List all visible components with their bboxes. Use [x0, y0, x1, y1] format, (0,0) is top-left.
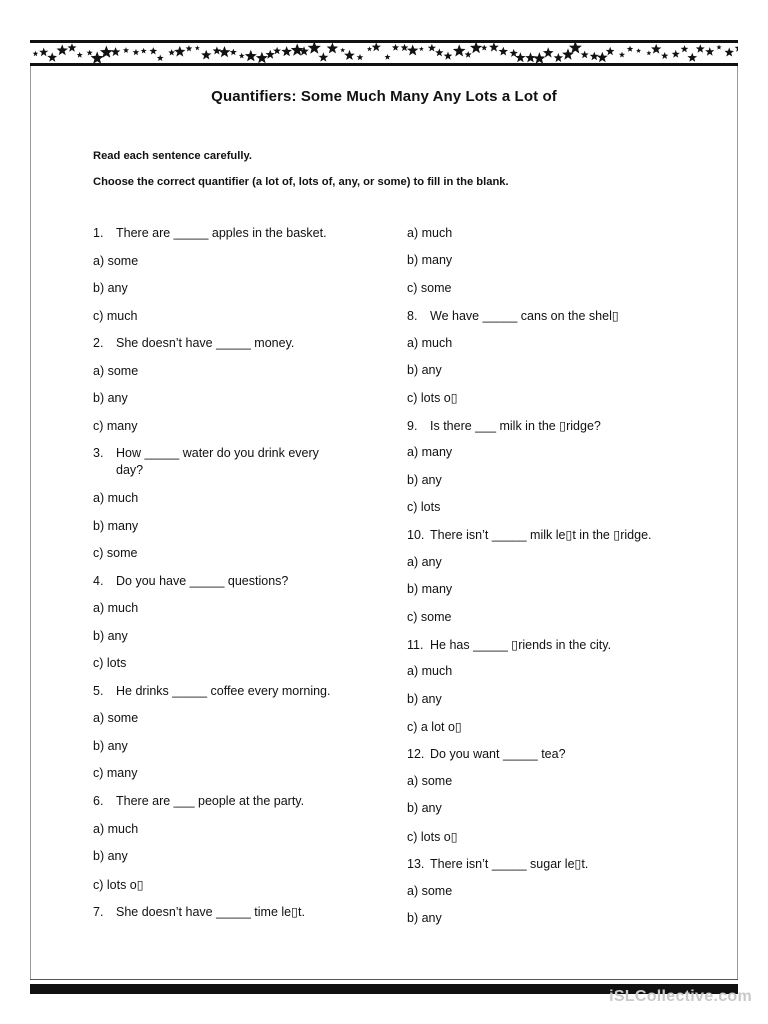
star-icon	[77, 52, 83, 58]
star-icon	[646, 51, 651, 56]
star-icon	[510, 49, 518, 57]
star-icon	[245, 50, 257, 62]
star-icon	[133, 49, 140, 55]
star-icon	[661, 52, 668, 59]
star-icon	[681, 45, 689, 52]
answer-option: b) any	[407, 472, 442, 487]
question-text: Do you want _____ tea?	[430, 746, 566, 761]
star-icon	[239, 53, 245, 59]
star-icon	[735, 44, 738, 52]
star-icon	[319, 52, 329, 61]
question-item	[407, 527, 652, 542]
star-icon	[569, 43, 582, 54]
answer-option: c) many	[93, 766, 138, 781]
star-icon	[186, 45, 193, 51]
star-icon	[266, 50, 276, 59]
question-item	[407, 747, 566, 761]
star-icon	[357, 54, 364, 60]
star-icon	[499, 47, 508, 56]
star-icon	[515, 52, 526, 62]
star-icon	[687, 53, 697, 62]
answer-option: a) much	[93, 601, 139, 616]
question-number: 1.	[93, 226, 104, 240]
answer-option: a) much	[407, 226, 453, 240]
question-number: 10.	[407, 528, 425, 543]
question-number: 8.	[407, 309, 418, 324]
answer-option: c) lots o▯	[407, 829, 458, 844]
star-border-decoration	[30, 40, 738, 66]
question-text: He has _____ ▯riends in the city.	[430, 638, 612, 652]
star-icon	[465, 51, 472, 58]
star-icon	[444, 52, 453, 60]
question-number: 12.	[407, 746, 425, 761]
question-text: He drinks _____ coffee every morning.	[116, 683, 331, 698]
question-item	[93, 684, 330, 698]
star-icon	[367, 46, 372, 51]
question-item	[93, 904, 305, 919]
answer-option: b) any	[407, 691, 442, 706]
answer-option: b) any	[93, 281, 128, 296]
answer-option: a) some	[407, 883, 453, 898]
answer-option: c) lots	[93, 656, 127, 671]
star-icon	[219, 46, 231, 57]
star-icon	[327, 43, 339, 53]
answer-option: b) any	[93, 849, 128, 864]
star-icon	[340, 48, 345, 53]
star-icon	[627, 46, 634, 52]
star-icon	[47, 52, 57, 61]
answer-option: c) lots o▯	[93, 877, 144, 892]
star-icon	[407, 45, 419, 56]
question-text: We have _____ cans on the shel▯	[430, 309, 619, 324]
star-icon	[705, 47, 714, 56]
star-icon	[481, 45, 487, 51]
star-icon	[100, 46, 113, 58]
star-icon	[533, 52, 545, 63]
answer-option: b) many	[407, 253, 453, 268]
star-icon	[562, 48, 574, 59]
star-icon	[435, 48, 443, 56]
star-icon	[33, 51, 39, 57]
question-item	[407, 637, 611, 652]
star-icon	[174, 46, 185, 57]
star-icon	[597, 52, 608, 62]
question-text: Is there ___ milk in the ▯ridge?	[430, 418, 601, 433]
answer-option: a) much	[93, 490, 139, 505]
star-icon	[281, 46, 292, 56]
answer-option: b) any	[407, 801, 442, 816]
star-icon	[385, 54, 391, 60]
answer-option: c) lots o▯	[407, 391, 458, 406]
instruction-line-1: Read each sentence carefully.	[93, 150, 252, 162]
star-icon	[87, 50, 93, 56]
answer-option: b) any	[93, 391, 128, 406]
answer-option: a) some	[407, 774, 453, 788]
star-icon	[344, 50, 355, 60]
star-icon	[725, 48, 735, 57]
star-icon	[489, 43, 499, 52]
star-icon	[543, 47, 554, 57]
star-icon	[716, 45, 721, 50]
answer-option: c) many	[93, 418, 138, 433]
question-text: She doesn’t have _____ time le▯t.	[116, 905, 305, 920]
star-icon	[419, 47, 424, 52]
question-text: There isn’t _____ milk le▯t in the ▯ridge.	[430, 528, 652, 543]
star-icon	[157, 55, 164, 62]
stars-icon	[30, 43, 738, 63]
answer-option: b) many	[407, 582, 453, 597]
instruction-line-2: Choose the correct quantifier (a lot of, lots of, any, or some) to fill in the blank.	[93, 176, 509, 188]
answer-option: a) much	[407, 664, 453, 679]
question-item	[407, 856, 588, 871]
question-text: Do you have _____ questions?	[116, 573, 289, 588]
question-number: 11.	[407, 638, 424, 652]
answer-option: a) many	[407, 445, 453, 460]
question-item	[93, 336, 294, 350]
question-text: How _____ water do you drink every	[116, 446, 319, 461]
question-number: 5.	[93, 683, 104, 698]
question-item	[93, 226, 327, 240]
star-icon	[57, 44, 69, 55]
question-text: She doesn’t have _____ money.	[116, 336, 295, 351]
answer-option: b) any	[407, 911, 442, 925]
star-icon	[201, 50, 211, 60]
answer-option: a) much	[93, 821, 139, 836]
answer-option: b) any	[93, 628, 128, 643]
star-icon	[453, 44, 466, 56]
star-icon	[581, 51, 589, 59]
answer-option: b) many	[93, 518, 139, 533]
question-text: There isn’t _____ sugar le▯t.	[430, 857, 589, 872]
watermark: iSLCollective.com	[609, 988, 752, 1005]
question-number: 2.	[93, 336, 104, 351]
question-item	[407, 418, 601, 433]
star-icon	[401, 44, 409, 51]
answer-option: a) much	[407, 335, 453, 350]
question-item	[407, 308, 619, 323]
question-text-continued: day?	[116, 463, 144, 478]
answer-option: a) any	[407, 554, 442, 569]
question-number: 4.	[93, 573, 104, 588]
answer-option: a) some	[93, 253, 139, 268]
question-number: 13.	[407, 857, 425, 872]
star-icon	[111, 47, 121, 56]
star-icon	[141, 48, 147, 54]
answer-option: b) any	[407, 363, 442, 377]
star-icon	[91, 51, 104, 63]
star-icon	[68, 43, 77, 52]
star-icon	[672, 50, 680, 58]
star-icon	[619, 52, 625, 58]
star-icon	[696, 44, 705, 52]
question-number: 7.	[93, 905, 104, 920]
answer-option: c) a lot o▯	[407, 720, 462, 735]
question-item	[93, 446, 319, 478]
star-icon	[392, 44, 399, 51]
star-icon	[308, 43, 321, 54]
star-icon	[554, 53, 563, 62]
question-number: 3.	[93, 446, 104, 461]
answer-option: c) much	[93, 308, 138, 323]
star-icon	[636, 48, 641, 53]
answer-option: a) some	[93, 711, 139, 726]
question-number: 6.	[93, 794, 104, 808]
question-item	[93, 794, 304, 808]
star-icon	[470, 43, 482, 53]
star-icon	[372, 43, 381, 51]
star-icon	[39, 48, 48, 57]
answer-option: a) some	[93, 363, 139, 378]
answer-option: c) some	[407, 280, 452, 295]
answer-option: c) some	[93, 546, 138, 561]
question-item	[93, 574, 288, 588]
answer-option: c) lots	[407, 500, 441, 514]
star-icon	[123, 47, 129, 53]
star-icon	[606, 47, 615, 55]
answer-option: b) any	[93, 738, 128, 753]
question-text: There are _____ apples in the basket.	[116, 226, 327, 240]
star-icon	[195, 45, 200, 50]
star-icon	[168, 49, 175, 55]
bottom-divider	[30, 979, 738, 980]
answer-option: c) some	[407, 609, 452, 624]
star-icon	[651, 44, 661, 54]
worksheet-title: Quantifiers: Some Much Many Any Lots a Lot of	[211, 88, 557, 105]
star-icon	[428, 44, 436, 52]
question-number: 9.	[407, 418, 418, 433]
star-icon	[149, 47, 157, 54]
question-text: There are ___ people at the party.	[116, 794, 305, 808]
star-icon	[230, 49, 237, 56]
